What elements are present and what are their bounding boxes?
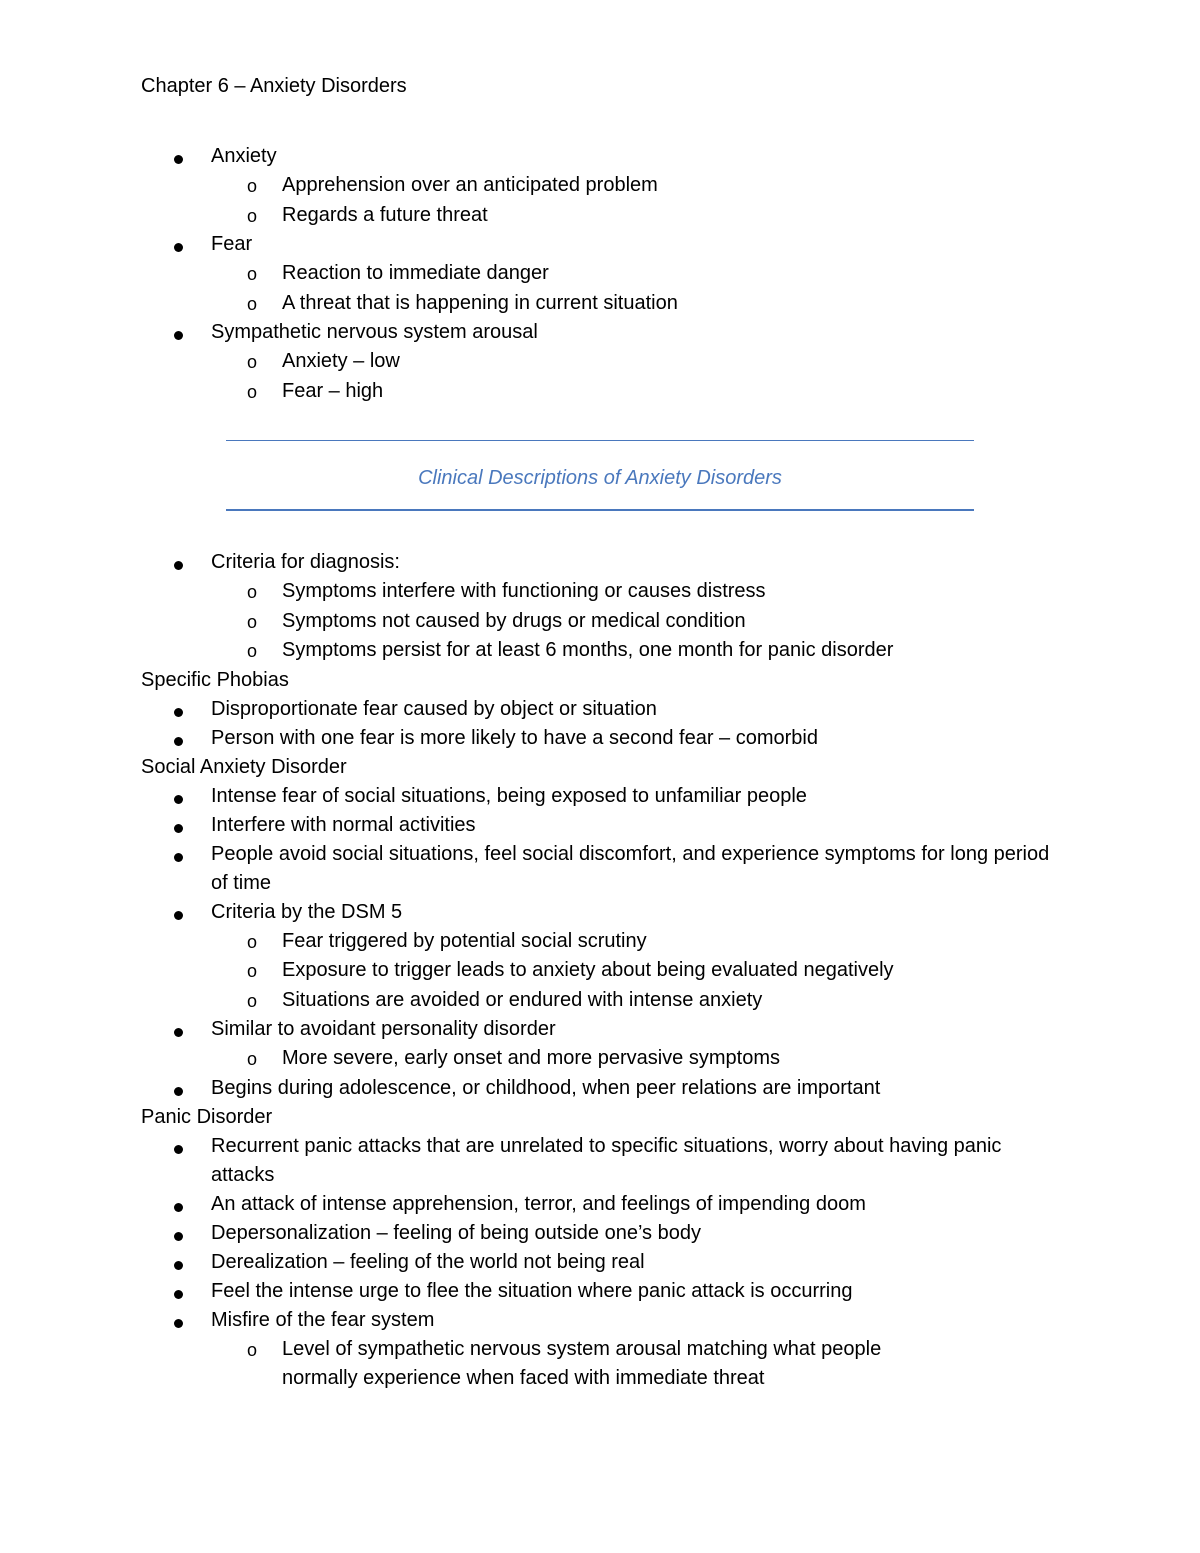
bullet-icon xyxy=(174,795,183,804)
sub-list-item xyxy=(0,607,1060,637)
circle-bullet-icon: o xyxy=(247,352,258,372)
list-item-text: Interfere with normal activities xyxy=(211,813,476,836)
section-caption: Clinical Descriptions of Anxiety Disorders xyxy=(418,467,782,489)
sub-list-item xyxy=(0,289,1060,319)
bullet-icon xyxy=(174,1087,183,1096)
sub-item-text: Apprehension over an anticipated problem xyxy=(282,174,658,196)
section-rule-bottom xyxy=(226,509,974,511)
bullet-icon xyxy=(174,824,183,833)
list-item xyxy=(0,318,1200,406)
list-item-text: An attack of intense apprehension, terror, and feelings of impending doom xyxy=(211,1192,866,1215)
list-item xyxy=(0,1074,1200,1103)
list-item xyxy=(0,695,1200,724)
list-item-text: Anxiety xyxy=(211,145,277,167)
list-item-text: Depersonalization – feeling of being outside one’s body xyxy=(211,1221,701,1244)
bullet-icon xyxy=(174,1203,183,1212)
sub-list-item xyxy=(0,347,1060,377)
list-item-text: Criteria by the DSM 5 xyxy=(211,900,403,923)
bullet-icon xyxy=(174,155,183,164)
bullet-icon xyxy=(174,1028,183,1037)
sub-item-text: A threat that is happening in current situation xyxy=(282,291,678,314)
list-item xyxy=(0,782,1200,811)
bullet-icon xyxy=(174,1232,183,1241)
bullet-icon xyxy=(174,708,183,717)
list-item-text: Feel the intense urge to flee the situation where panic attack is occurring xyxy=(211,1279,853,1302)
circle-bullet-icon: o xyxy=(247,990,258,1011)
list-item-text: Criteria for diagnosis: xyxy=(211,551,400,573)
bullet-icon xyxy=(174,1145,183,1154)
sub-item-text: Symptoms not caused by drugs or medical condition xyxy=(282,609,746,632)
list-item xyxy=(0,1248,1200,1277)
sub-list-item xyxy=(0,1335,1060,1394)
sub-list-item xyxy=(0,577,1060,607)
list-item xyxy=(0,1015,1200,1074)
sub-list-item xyxy=(0,201,1060,231)
list-item-text: Begins during adolescence, or childhood, when peer relations are important xyxy=(211,1076,881,1099)
list-item xyxy=(0,840,1200,898)
list-item-text: Sympathetic nervous system arousal xyxy=(211,321,538,343)
section-heading-specific-phobias: Specific Phobias xyxy=(141,668,289,691)
bullet-icon xyxy=(174,1290,183,1299)
circle-bullet-icon: o xyxy=(247,961,258,981)
sub-list-item xyxy=(0,636,1060,666)
list-item-text: Recurrent panic attacks that are unrelated to specific situations, worry about having panic attacks xyxy=(211,1134,1002,1186)
sub-item-text: Situations are avoided or endured with intense anxiety xyxy=(282,988,763,1011)
sub-item-text: Symptoms persist for at least 6 months, one month for panic disorder xyxy=(282,639,894,661)
circle-bullet-icon: o xyxy=(247,1049,258,1069)
list-item xyxy=(0,142,1200,230)
bullet-icon xyxy=(174,911,183,920)
bullet-icon xyxy=(174,561,183,570)
list-item-text: Derealization – feeling of the world not being real xyxy=(211,1250,645,1273)
list-item-text: Intense fear of social situations, being exposed to unfamiliar people xyxy=(211,784,807,807)
sub-list-item xyxy=(0,1044,1060,1074)
list-item-text: Similar to avoidant personality disorder xyxy=(211,1018,556,1040)
page-title: Chapter 6 – Anxiety Disorders xyxy=(141,75,407,97)
list-item xyxy=(0,724,1200,753)
circle-bullet-icon: o xyxy=(247,582,258,602)
sub-item-text: Regards a future threat xyxy=(282,203,488,226)
main-content xyxy=(0,548,1200,1394)
sub-item-text: More severe, early onset and more pervasive symptoms xyxy=(282,1047,780,1069)
bullet-icon xyxy=(174,853,183,862)
section-heading-social-anxiety: Social Anxiety Disorder xyxy=(141,755,347,778)
sub-item-text: Fear – high xyxy=(282,379,384,402)
circle-bullet-icon: o xyxy=(247,1339,258,1360)
circle-bullet-icon: o xyxy=(247,931,258,952)
sub-list-item xyxy=(0,986,1060,1016)
sub-list-item xyxy=(0,377,1060,407)
sub-list-item xyxy=(0,956,1060,986)
circle-bullet-icon: o xyxy=(247,381,258,402)
list-item xyxy=(0,1190,1200,1219)
sub-item-text: Anxiety – low xyxy=(282,350,400,372)
intro-list xyxy=(0,142,1200,406)
list-item xyxy=(0,230,1200,318)
sub-list-item xyxy=(0,927,1060,957)
sub-item-text: Exposure to trigger leads to anxiety about being evaluated negatively xyxy=(282,959,894,981)
list-item xyxy=(0,1219,1200,1248)
bullet-icon xyxy=(174,1319,183,1328)
section-heading-panic-disorder: Panic Disorder xyxy=(141,1105,273,1128)
circle-bullet-icon: o xyxy=(247,176,258,196)
list-item xyxy=(0,898,1200,1016)
circle-bullet-icon: o xyxy=(247,205,258,226)
bullet-icon xyxy=(174,243,183,252)
bullet-icon xyxy=(174,1261,183,1270)
sub-list-item xyxy=(0,259,1060,289)
circle-bullet-icon: o xyxy=(247,264,258,284)
list-item-text: Misfire of the fear system xyxy=(211,1308,435,1331)
circle-bullet-icon: o xyxy=(247,611,258,632)
circle-bullet-icon: o xyxy=(247,641,258,661)
sub-item-text: Symptoms interfere with functioning or causes distress xyxy=(282,580,766,602)
section-rule-top xyxy=(226,440,974,441)
sub-item-text: Fear triggered by potential social scrutiny xyxy=(282,929,647,952)
list-item-text: Person with one fear is more likely to have a second fear – comorbid xyxy=(211,726,818,749)
list-item xyxy=(0,548,1200,666)
sub-item-text: Level of sympathetic nervous system arousal matching what people normally experience when faced with immediate threat xyxy=(282,1337,882,1389)
list-item xyxy=(0,811,1200,840)
list-item-text: People avoid social situations, feel social discomfort, and experience symptoms for long period of time xyxy=(211,842,1050,894)
list-item-text: Disproportionate fear caused by object or situation xyxy=(211,697,657,720)
bullet-icon xyxy=(174,737,183,746)
list-item-text: Fear xyxy=(211,233,253,255)
list-item xyxy=(0,1306,1200,1394)
list-item xyxy=(0,1277,1200,1306)
circle-bullet-icon: o xyxy=(247,293,258,314)
sub-list-item xyxy=(0,171,1060,201)
list-item xyxy=(0,1132,1200,1190)
bullet-icon xyxy=(174,331,183,340)
sub-item-text: Reaction to immediate danger xyxy=(282,262,549,284)
